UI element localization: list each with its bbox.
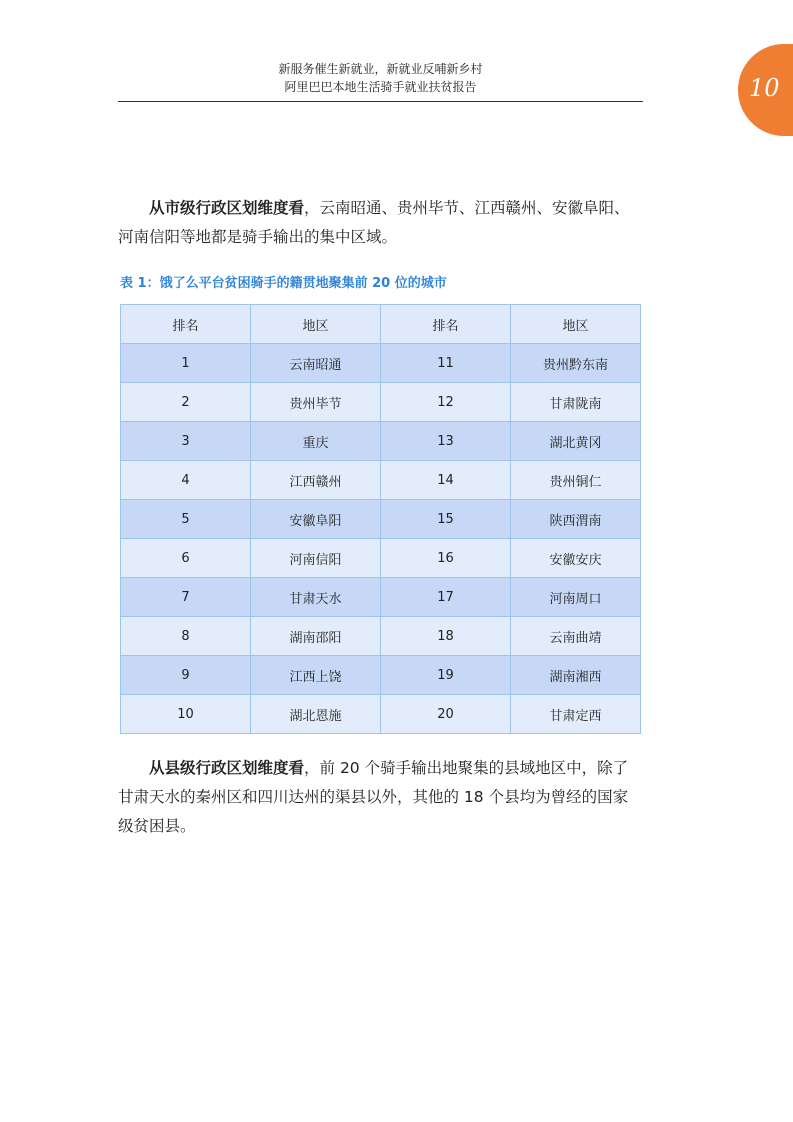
paragraph-lead-bold: 从县级行政区划维度看: [149, 759, 305, 777]
region-cell: 湖南湘西: [511, 656, 641, 695]
region-cell: 甘肃天水: [251, 578, 381, 617]
rank-cell: 6: [121, 539, 251, 578]
rank-cell: 13: [381, 422, 511, 461]
table-row: [121, 695, 641, 734]
rank-cell: 12: [381, 383, 511, 422]
rank-cell: 14: [381, 461, 511, 500]
column-header-region: 地区: [251, 305, 381, 344]
region-cell: 云南昭通: [251, 344, 381, 383]
paragraph-lead-bold: 从市级行政区划维度看: [149, 199, 305, 217]
table-caption: 表 1：饿了么平台贫困骑手的籍贯地聚集前 20 位的城市: [120, 276, 447, 291]
rank-cell: 8: [121, 617, 251, 656]
table-row: [121, 344, 641, 383]
rank-cell: 19: [381, 656, 511, 695]
paragraph-county-level: [118, 754, 643, 841]
rank-cell: 5: [121, 500, 251, 539]
header-title-line2: 阿里巴巴本地生活骑手就业扶贫报告: [284, 80, 477, 94]
region-cell: 河南信阳: [251, 539, 381, 578]
region-cell: 云南曲靖: [511, 617, 641, 656]
table-row: [121, 500, 641, 539]
region-cell: 陕西渭南: [511, 500, 641, 539]
region-cell: 甘肃陇南: [511, 383, 641, 422]
region-cell: 贵州黔东南: [511, 344, 641, 383]
region-cell: 安徽安庆: [511, 539, 641, 578]
rank-cell: 1: [121, 344, 251, 383]
table-row: [121, 461, 641, 500]
paragraph-body: ，云南昭通、贵州毕节、江西赣州、安徽阜阳、河南信阳等地都是骑手输出的集中区域。: [118, 199, 630, 246]
region-cell: 江西上饶: [251, 656, 381, 695]
region-cell: 湖北恩施: [251, 695, 381, 734]
rank-cell: 17: [381, 578, 511, 617]
rank-cell: 11: [381, 344, 511, 383]
region-cell: 甘肃定西: [511, 695, 641, 734]
rank-cell: 20: [381, 695, 511, 734]
table-row: [121, 617, 641, 656]
rank-cell: 9: [121, 656, 251, 695]
rank-cell: 3: [121, 422, 251, 461]
page-header: [118, 60, 643, 96]
rank-cell: 10: [121, 695, 251, 734]
region-cell: 江西赣州: [251, 461, 381, 500]
table-row: [121, 656, 641, 695]
region-cell: 湖南邵阳: [251, 617, 381, 656]
region-cell: 安徽阜阳: [251, 500, 381, 539]
column-header-region: 地区: [511, 305, 641, 344]
region-cell: 贵州毕节: [251, 383, 381, 422]
region-cell: 贵州铜仁: [511, 461, 641, 500]
header-divider: [118, 101, 643, 102]
paragraph-city-level: [118, 194, 643, 252]
region-cell: 重庆: [251, 422, 381, 461]
rank-cell: 18: [381, 617, 511, 656]
ranking-table: [120, 304, 641, 734]
table-header-row: [121, 305, 641, 344]
column-header-rank: 排名: [381, 305, 511, 344]
region-cell: 河南周口: [511, 578, 641, 617]
table-row: [121, 578, 641, 617]
region-cell: 湖北黄冈: [511, 422, 641, 461]
header-title-line1: 新服务催生新就业，新就业反哺新乡村: [278, 62, 483, 76]
table-row: [121, 383, 641, 422]
page-number: 10: [749, 74, 780, 102]
rank-cell: 2: [121, 383, 251, 422]
rank-cell: 4: [121, 461, 251, 500]
column-header-rank: 排名: [121, 305, 251, 344]
paragraph-body: ，前 20 个骑手输出地聚集的县域地区中，除了甘肃天水的秦州区和四川达州的渠县以外，其他的 18 个县均为曾经的国家级贫困县。: [118, 759, 629, 835]
rank-cell: 15: [381, 500, 511, 539]
table-row: [121, 539, 641, 578]
rank-cell: 7: [121, 578, 251, 617]
rank-cell: 16: [381, 539, 511, 578]
table-row: [121, 422, 641, 461]
